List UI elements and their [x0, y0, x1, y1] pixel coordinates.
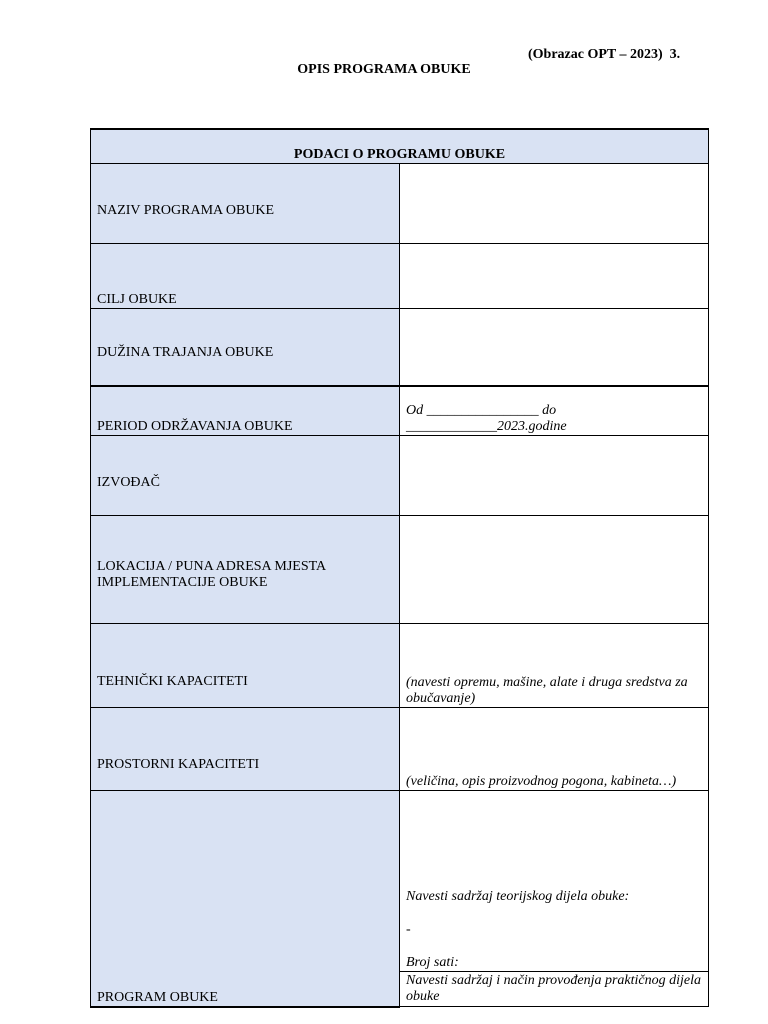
row-label-period: PERIOD ODRŽAVANJA OBUKE: [91, 386, 400, 436]
period-value: Od ________________ do _____________2023.godine: [406, 403, 567, 434]
duration-field[interactable]: [400, 309, 709, 387]
row-label-program: PROGRAM OBUKE: [91, 791, 400, 1007]
practical-prompt: Navesti sadržaj i način provođenja praktičnog dijela obuke: [406, 973, 702, 1004]
theory-dash: -: [406, 922, 411, 937]
row-label-location: LOKACIJA / PUNA ADRESA MJESTA IMPLEMENTACIJE OBUKE: [91, 516, 400, 624]
document-title: OPIS PROGRAMA OBUKE: [297, 62, 471, 77]
theory-prompt: Navesti sadržaj teorijskog dijela obuke:: [406, 889, 630, 904]
spatial-capacity-hint: (veličina, opis proizvodnog pogona, kabineta…): [406, 774, 677, 789]
theory-section-field[interactable]: [400, 791, 709, 972]
row-label-goal: CILJ OBUKE: [91, 244, 400, 309]
table-row: [91, 164, 709, 244]
table-heading: PODACI O PROGRAMU OBUKE: [91, 129, 709, 164]
provider-field[interactable]: [400, 436, 709, 516]
table-row: [91, 624, 709, 708]
table-row: [91, 708, 709, 791]
table-row: [91, 791, 709, 972]
goal-field[interactable]: [400, 244, 709, 309]
row-label-duration: DUŽINA TRAJANJA OBUKE: [91, 309, 400, 387]
location-field[interactable]: [400, 516, 709, 624]
hours-label: Broj sati:: [406, 955, 459, 970]
row-label-spatial-capacity: PROSTORNI KAPACITETI: [91, 708, 400, 791]
training-program-table: [90, 128, 709, 1008]
table-row: [91, 516, 709, 624]
period-field[interactable]: [400, 386, 709, 436]
table-row: [91, 436, 709, 516]
spatial-capacity-field[interactable]: [400, 708, 709, 791]
table-row: [91, 244, 709, 309]
row-label-program-name: NAZIV PROGRAMA OBUKE: [91, 164, 400, 244]
table-heading-row: [91, 129, 709, 164]
program-name-field[interactable]: [400, 164, 709, 244]
form-code: (Obrazac OPT – 2023) 3.: [528, 47, 681, 62]
technical-capacity-field[interactable]: [400, 624, 709, 708]
row-label-provider: IZVOĐAČ: [91, 436, 400, 516]
practical-section-field[interactable]: [400, 972, 709, 1007]
technical-capacity-hint: (navesti opremu, mašine, alate i druga sredstva za obučavanje): [406, 675, 688, 706]
table-row: [91, 309, 709, 387]
row-label-technical-capacity: TEHNIČKI KAPACITETI: [91, 624, 400, 708]
table-row: [91, 386, 709, 436]
